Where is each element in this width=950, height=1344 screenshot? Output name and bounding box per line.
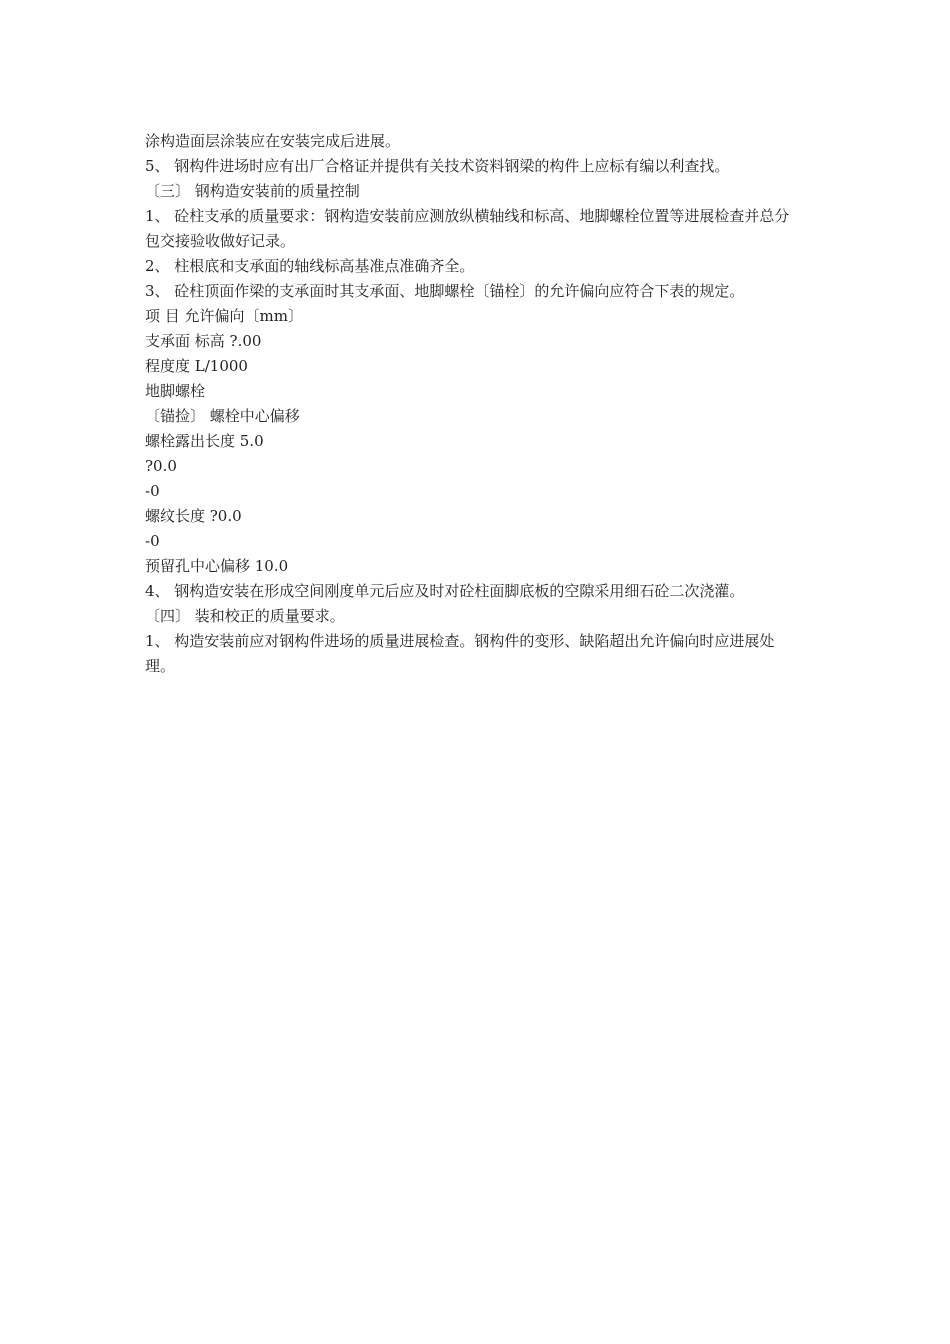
table-line: 程度度 L/1000	[145, 357, 248, 375]
table-line: 地脚螺栓	[145, 382, 206, 400]
paragraph-line: 1、 构造安装前应对钢构件进场的质量进展检查。钢构件的变形、缺陷超出允许偏向时应进展处理。	[145, 632, 775, 675]
table-line: 螺栓露出长度 5.0	[145, 432, 264, 450]
table-line: 〔锚捡〕 螺栓中心偏移	[145, 407, 300, 425]
table-line: 支承面 标高 ?.00	[145, 332, 262, 350]
table-line: -0	[145, 532, 160, 550]
paragraph-line: 3、 砼柱顶面作梁的支承面时其支承面、地脚螺栓〔锚栓〕的允许偏向应符合下表的规定。	[145, 282, 745, 300]
paragraph-line: 5、 钢构件进场时应有出厂合格证并提供有关技术资料钢梁的构件上应标有编以利查找。	[145, 157, 730, 175]
paragraph-line: 1、 砼柱支承的质量要求：钢构造安装前应测放纵横轴线和标高、地脚螺栓位置等进展检查并总分包交接验收做好记录。	[145, 207, 790, 250]
paragraph-line: 涂构造面层涂装应在安装完成后进展。	[145, 132, 401, 150]
table-line: 预留孔中心偏移 10.0	[145, 557, 289, 575]
table-header-line: 项 目 允许偏向〔mm〕	[145, 307, 303, 325]
table-line: ?0.0	[145, 457, 177, 475]
section-heading: 〔三〕 钢构造安装前的质量控制	[145, 182, 360, 200]
table-line: -0	[145, 482, 160, 500]
table-line: 螺纹长度 ?0.0	[145, 507, 242, 525]
paragraph-line: 4、 钢构造安装在形成空间刚度单元后应及时对砼柱面脚底板的空隙采用细石砼二次浇灌。	[145, 582, 745, 600]
section-heading: 〔四〕 装和校正的质量要求。	[145, 607, 345, 625]
document-body	[145, 129, 825, 679]
paragraph-line: 2、 柱根底和支承面的轴线标高基准点准确齐全。	[145, 257, 475, 275]
